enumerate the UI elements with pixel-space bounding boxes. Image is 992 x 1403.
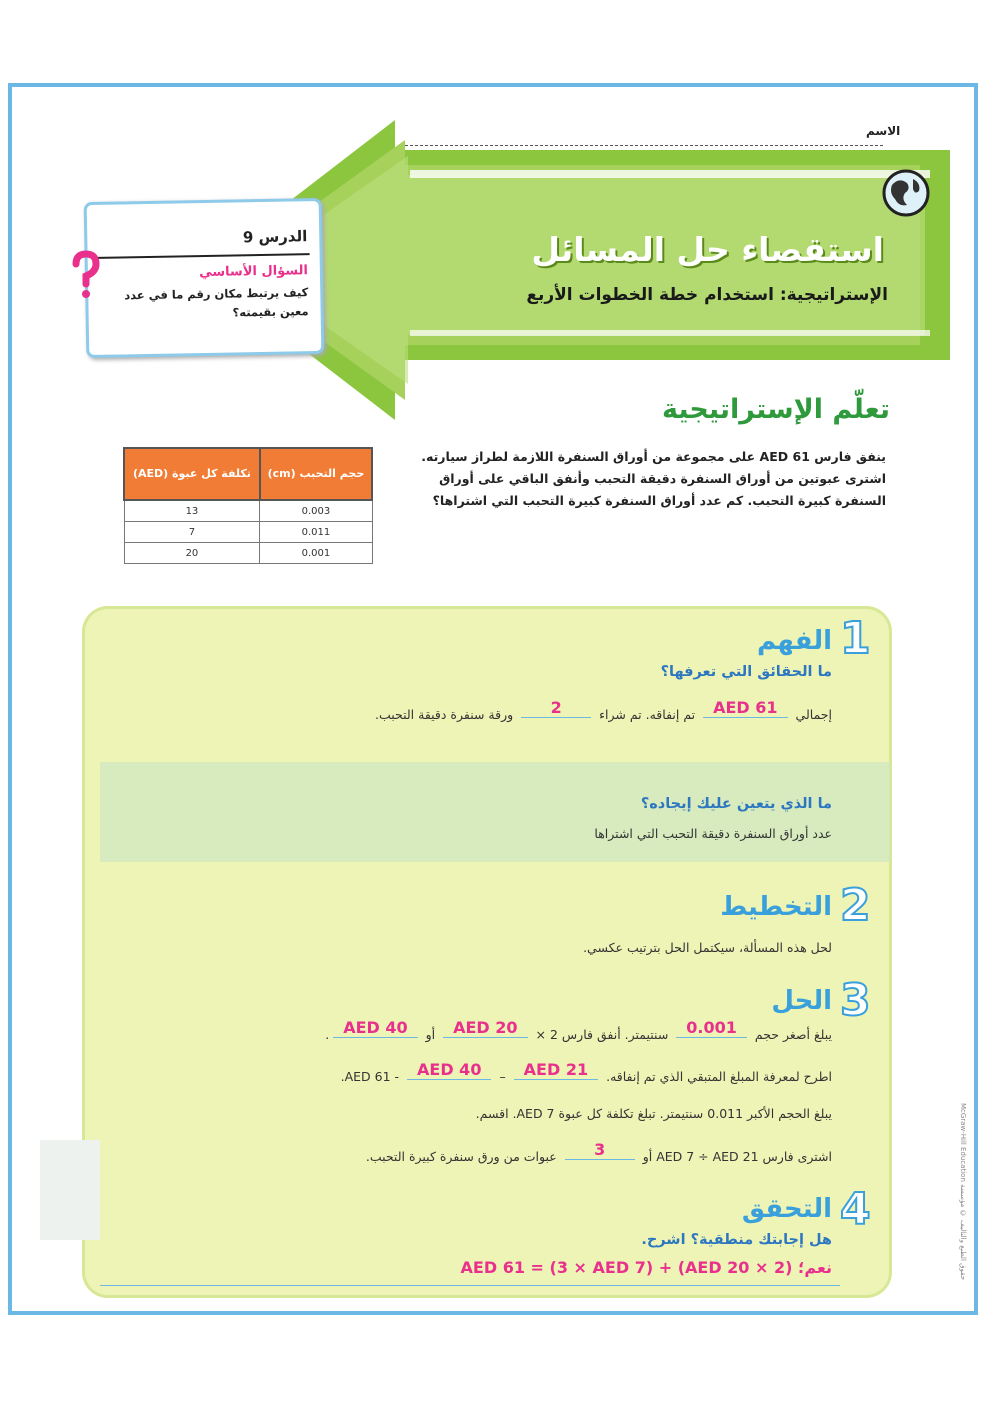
problem-text: ينفق فارس 61 AED على مجموعة من أوراق السنفرة اللازمة لطراز سيارته. اشترى عبوتين من أوراق السنفرة دقيقة التحبب وأنفق الباقي على أوراق السنفرة كبيرة التحبب. كم عدد أوراق السنفرة كبيرة التحبب التي اشتراها؟ xyxy=(421,449,886,508)
band xyxy=(40,1140,100,1240)
step-number: 1 xyxy=(840,613,871,664)
page-subtitle: الإستراتيجية: استخدام خطة الخطوات الأربع xyxy=(526,285,888,305)
question-check: هل إجابتك منطقية؟ اشرح. xyxy=(641,1232,832,1248)
step-title-solve: الحل xyxy=(771,986,832,1016)
answer-blank[interactable]: AED 20 xyxy=(443,1018,527,1038)
answer-blank[interactable]: AED 40 xyxy=(407,1060,491,1080)
step-number: 4 xyxy=(840,1184,871,1235)
step-title-check: التحقق xyxy=(741,1194,832,1224)
answer-line xyxy=(100,1285,840,1286)
check-answer[interactable]: نعم؛ (2 × AED 20) + (3 × AED 7) = AED 61 xyxy=(460,1258,832,1277)
step-number: 3 xyxy=(840,975,871,1026)
name-label: الاسم xyxy=(866,124,901,138)
question-facts: ما الحقائق التي تعرفها؟ xyxy=(660,664,832,680)
answer-blank[interactable]: 2 xyxy=(521,698,591,718)
table-cell: 7 xyxy=(124,522,260,543)
answer-blank[interactable]: AED 61 xyxy=(703,698,787,718)
answer-blank[interactable]: 3 xyxy=(565,1140,635,1160)
question-mark-icon xyxy=(66,250,100,300)
table-cell: 0.001 xyxy=(260,543,372,564)
table-row xyxy=(124,543,372,564)
table-cell: 0.003 xyxy=(260,500,372,522)
plan-line: لحل هذه المسألة، سيكتمل الحل بترتيب عكسي. xyxy=(583,940,832,955)
solve-line-4: اشترى فارس AED 7 ÷ AED 21 أو 3 عبوات من ورق سنفرة كبيرة التحبب. xyxy=(365,1140,832,1164)
table-cell: 13 xyxy=(124,500,260,522)
essential-question-text: كيف يرتبط مكان رقم ما في عدد معين بقيمته؟ xyxy=(124,285,309,320)
copyright-note: حقوق الطبع والتأليف © مؤسسة McGraw-Hill Education xyxy=(959,1102,967,1280)
table-cell: 0.011 xyxy=(260,522,372,543)
lesson-card xyxy=(84,198,325,358)
table-cell: 20 xyxy=(124,543,260,564)
question-find: ما الذي يتعين عليك إيجاده؟ xyxy=(640,796,832,812)
step-title-plan: التخطيط xyxy=(720,892,832,922)
step-title-understand: الفهم xyxy=(757,626,832,656)
find-line: عدد أوراق السنفرة دقيقة التحبب التي اشتراها xyxy=(594,826,832,841)
essential-question-title: السؤال الأساسي xyxy=(199,263,309,281)
table-row xyxy=(124,500,372,522)
solve-line-3: يبلغ الحجم الأكبر 0.011 سنتيمتر. تبلغ تكلفة كل عبوة AED 7. اقسم. xyxy=(475,1106,832,1121)
table-header: حجم التحبب (cm) xyxy=(260,448,372,500)
learn-strategy-title: تعلّم الإستراتيجية xyxy=(662,394,890,425)
fact-line: إجمالي AED 61 تم إنفاقه. تم شراء 2 ورقة سنفرة دقيقة التحبب. xyxy=(375,698,832,722)
lesson-number: الدرس 9 xyxy=(242,227,308,247)
step-number: 2 xyxy=(840,880,871,931)
solve-line-2: اطرح لمعرفة المبلغ المتبقي الذي تم إنفاقه. AED 21 – AED 40 - AED 61. xyxy=(340,1060,832,1084)
answer-blank[interactable]: AED 40 xyxy=(333,1018,417,1038)
divider xyxy=(98,253,310,259)
data-table xyxy=(123,447,373,564)
answer-blank[interactable]: 0.001 xyxy=(676,1018,747,1038)
table-row xyxy=(124,522,372,543)
globe-icon xyxy=(877,165,935,217)
solve-line-1: يبلغ أصغر حجم 0.001 سنتيمتر. أنفق فارس 2 × AED 20 أو AED 40. xyxy=(325,1018,832,1042)
page-title: استقصاء حل المسائل xyxy=(531,230,884,269)
answer-blank[interactable]: AED 21 xyxy=(514,1060,598,1080)
band xyxy=(100,762,890,862)
table-header: تكلفة كل عبوة (AED) xyxy=(124,448,260,500)
